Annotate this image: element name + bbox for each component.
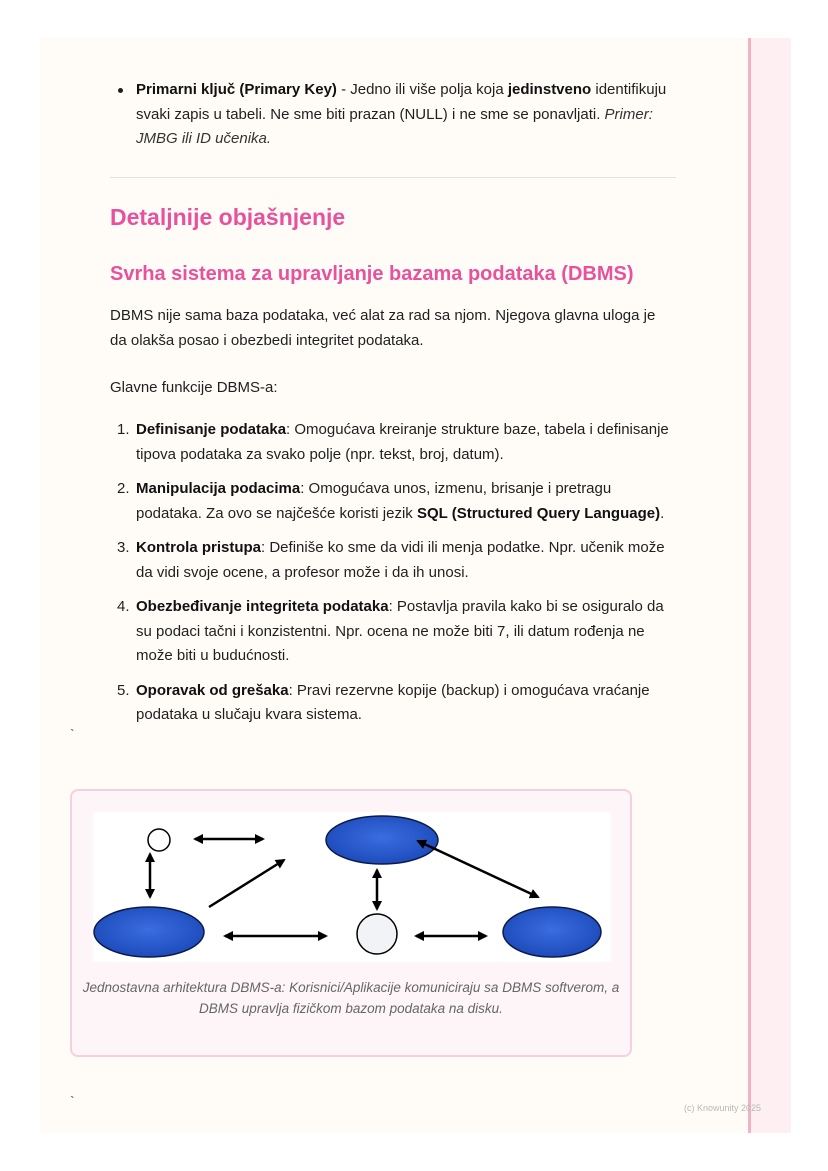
example-text: Primer: JMBG ili ID učenika. [136,105,653,147]
item-text: : Omogućava unos, izmenu, brisanje i pretragu podataka. Za ovo se najčešće koristi jezik [136,480,612,522]
item-tail: . [660,504,665,522]
divider [110,177,676,178]
primary-key-text: - Jedno ili više polja koja [336,81,508,98]
watermark: (c) Knowunity 2025 [684,1103,762,1113]
primary-key-list [110,78,676,152]
backtick-text: ` [70,726,75,742]
list-item [110,536,676,585]
item-text: : Postavlja pravila kako bi se osiguralo da su podaci tačni i konzistentni. Npr. ocena ne može biti 7, ili datum rođenja ne može biti u budućnosti. [136,598,664,664]
sql-term: SQL (Structured Query Language) [416,504,661,522]
list-item [110,418,676,467]
right-sidebar [748,38,791,1133]
item-term: Kontrola pristupa [136,539,262,556]
sidebar-border [748,38,751,1133]
item-number: 5. [117,681,130,699]
item-term: Oporavak od grešaka [136,681,289,699]
list-item [110,679,676,728]
item-term: Obezbeđivanje integriteta podataka [136,598,389,615]
database-ellipse [503,907,601,957]
bold-word: jedinstveno [507,81,592,98]
item-number: 3. [117,539,130,556]
subsection-heading: Svrha sistema za upravljanje bazama podataka (DBMS) [110,263,634,285]
item-text: : Omogućava kreiranje strukture baze, tabela i definisanje tipova podataka za svako polje (npr. tekst, broj, datum). [136,421,669,463]
figure-box [70,789,632,1057]
list-item [110,477,676,526]
diagram-svg [93,812,611,962]
functions-label: Glavne funkcije DBMS-a: [110,379,278,396]
section-heading: Detaljnije objašnjenje [110,204,346,230]
application-ellipse [94,907,204,957]
primary-key-term: Primarni ključ (Primary Key) [136,81,337,98]
functions-list [110,418,676,738]
item-text: : Definiše ko sme da vidi ili menja podatke. Npr. učenik može da vidi svoje ocene, a profesor može i da ih unosi. [136,539,665,581]
item-term: Definisanje podataka [136,421,287,438]
user-circle [148,829,170,851]
item-term: Manipulacija podacima [136,480,301,497]
backtick-text: ` [70,1093,75,1109]
dbms-ellipse [326,816,438,864]
dbms-diagram [93,812,611,962]
intro-paragraph: DBMS nije sama baza podataka, već alat za rad sa njom. Njegova glavna uloga je da olakša posao i obezbedi integritet podataka. [110,307,656,349]
arrow-dbms-database [418,841,538,897]
item-number: 1. [117,421,130,438]
list-item [110,78,676,152]
figure-caption: Jednostavna arhitektura DBMS-a: Korisnici/Aplikacije komuniciraju sa DBMS softverom, a DBMS upravlja fizičkom bazom podataka na disku. [82,980,620,1016]
primary-key-text-2: identifikuju svaki zapis u tabeli. Ne sme biti prazan (NULL) i ne sme se ponavljati. [136,81,667,123]
item-text: : Pravi rezervne kopije (backup) i omogućava vraćanje podataka u slučaju kvara sistema. [136,681,650,723]
item-number: 4. [117,598,130,615]
arrow-app-dbms [209,860,284,907]
list-item [110,595,676,669]
disk-circle [357,914,397,954]
item-number: 2. [117,480,130,497]
